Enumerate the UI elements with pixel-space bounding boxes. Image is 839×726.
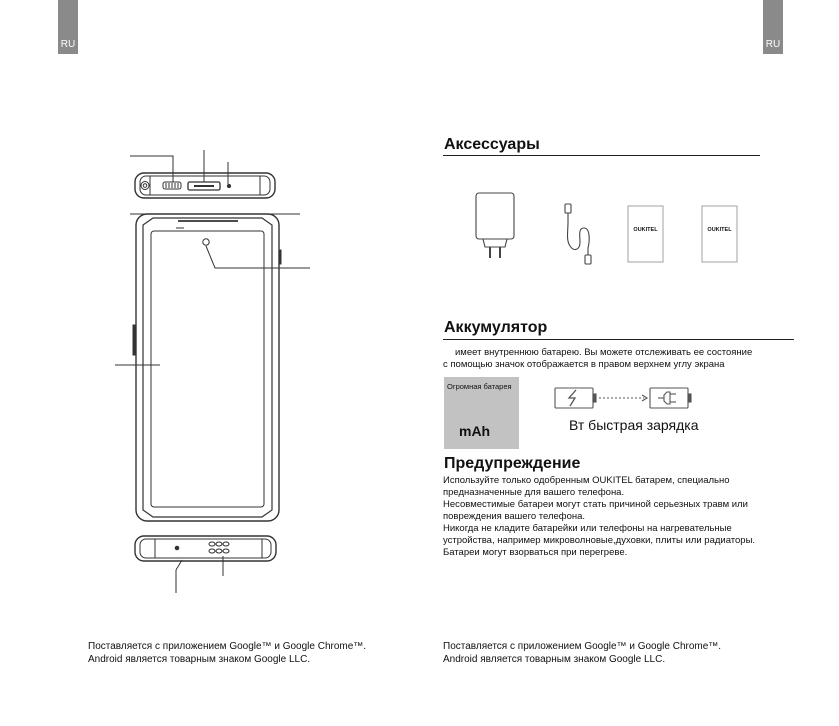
charger-adapter-image [476, 193, 514, 258]
phone-bottom-view [135, 536, 276, 561]
charging-plug-icon [650, 388, 691, 408]
manual-image [628, 206, 663, 262]
battery-desc-line2: с помощью значок отображается в правом верхнем углу экрана [443, 359, 725, 370]
battery-box-label: Огромная батарея [447, 382, 512, 391]
manual-brand-label: OUKITEL [633, 227, 658, 233]
warning-line: повреждения вашего телефона. [443, 511, 586, 522]
arrow-right-icon [642, 395, 647, 401]
warning-line: Батареи могут взорваться при перегреве. [443, 547, 628, 558]
footer-right-line1: Поставляется с приложением Google™ и Google Chrome™. [443, 641, 722, 652]
battery-desc-line1: имеет внутреннюю батарею. Вы можете отслеживать ее состояние [455, 347, 753, 358]
phone-top-view [135, 173, 275, 198]
warranty-card-image [702, 206, 737, 262]
language-tab-right: RU [763, 0, 783, 54]
footer-left-line1: Поставляется с приложением Google™ и Google Chrome™. [88, 641, 367, 652]
warning-line: Несовместимые батареи могут стать причиной серьезных травм или [443, 499, 748, 510]
language-tab-left: RU [58, 0, 78, 54]
battery-icon [555, 388, 596, 408]
footer-left [88, 641, 366, 666]
battery-capacity-box [444, 377, 519, 449]
warranty-card-brand-label: OUKITEL [707, 227, 732, 233]
warning-text [443, 475, 755, 559]
footer-right [443, 641, 721, 666]
warning-line: предназначенные для вашего телефона. [443, 487, 625, 498]
footer-right-line2: Android является товарным знаком Google LLC. [443, 653, 666, 665]
fast-charge-label: Вт быстрая зарядка [569, 417, 699, 433]
warning-line: Используйте только одобренным OUKITEL батарем, специально [443, 475, 730, 486]
battery-box-unit: mAh [459, 423, 491, 439]
footer-left-line2: Android является товарным знаком Google LLC. [88, 653, 311, 665]
warning-title: Предупреждение [444, 455, 581, 472]
accessories-title: Аксессуары [444, 136, 540, 153]
battery-divider [443, 339, 794, 340]
usb-cable-image [565, 204, 591, 264]
accessories-divider [443, 155, 760, 156]
warning-line: Никогда не кладите батарейки или телефоны на нагревательные [443, 523, 732, 534]
phone-front-view [133, 214, 281, 521]
warning-line: устройства, например микроволновые,духовки, плиты или радиаторы. [443, 535, 756, 546]
battery-title: Аккумулятор [444, 319, 548, 336]
